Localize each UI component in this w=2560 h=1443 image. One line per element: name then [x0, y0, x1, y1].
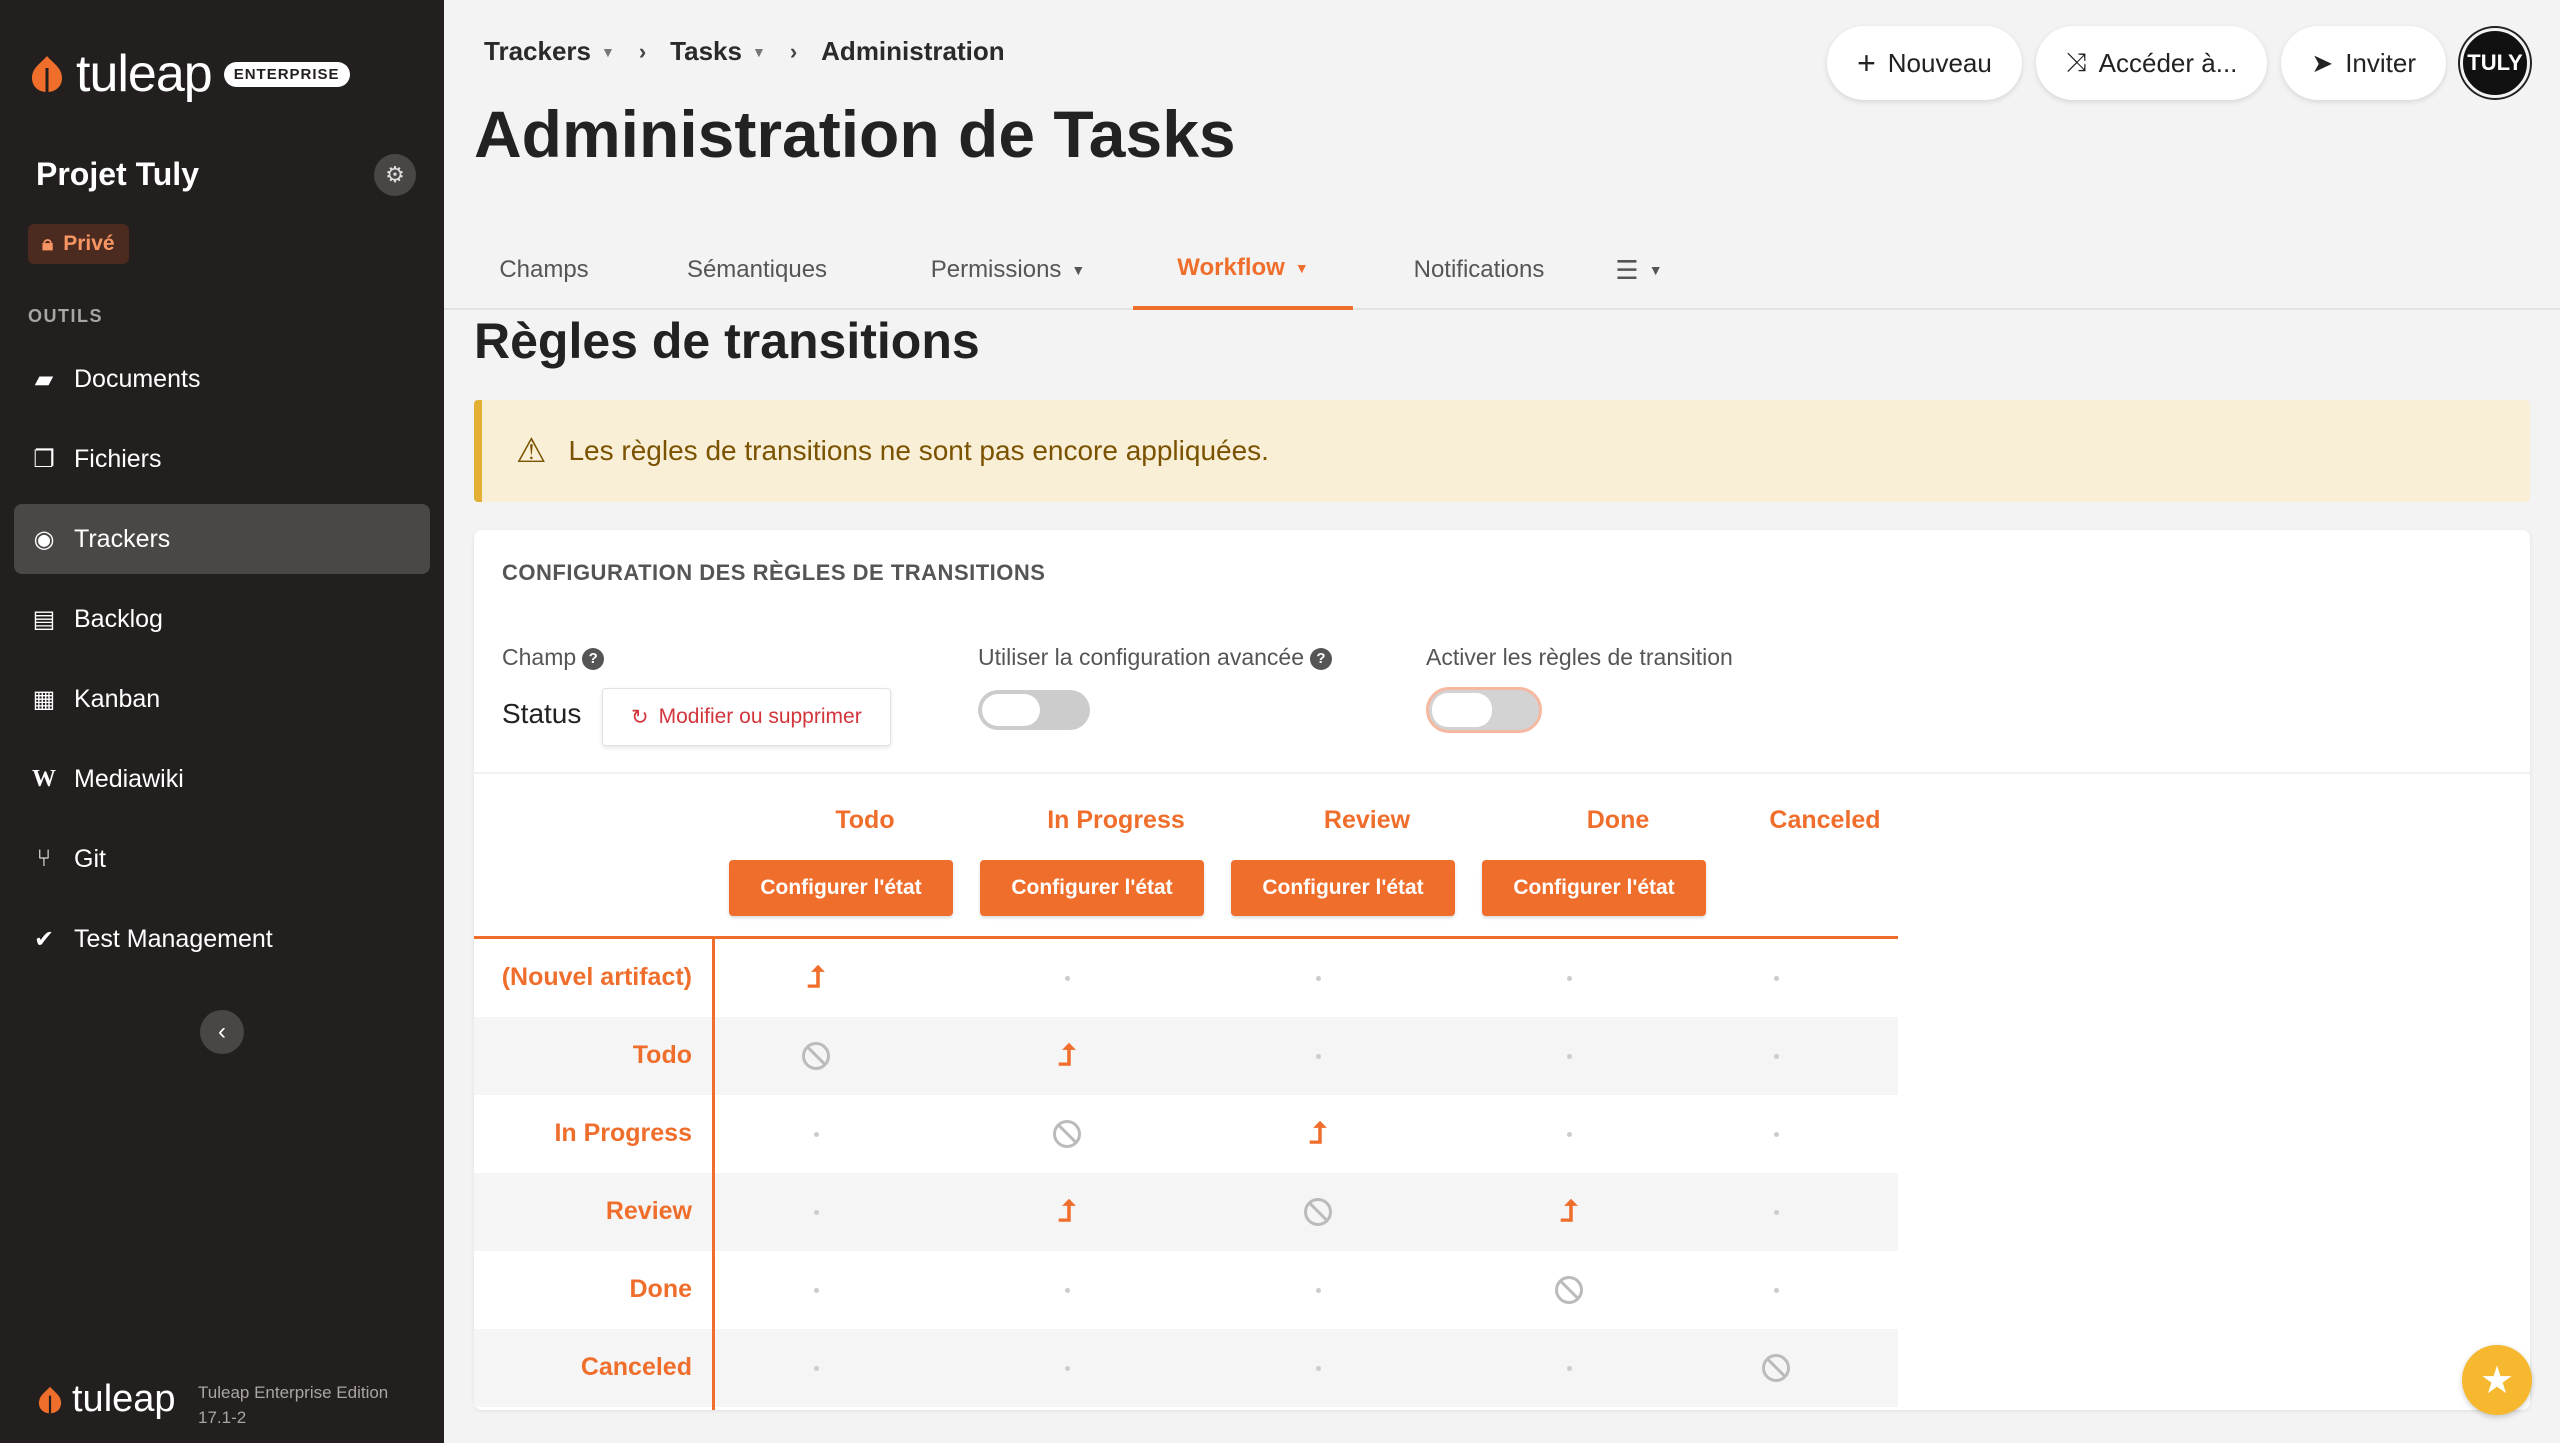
edition-label: Tuleap Enterprise Edition	[198, 1383, 389, 1402]
transition-none-dot-icon[interactable]	[1539, 1017, 1599, 1095]
hamburger-icon: ☰	[1615, 254, 1639, 285]
sidebar-item-label: Fichiers	[74, 444, 162, 473]
admin-tabs	[444, 230, 2560, 310]
invite-button-label: Inviter	[2345, 47, 2416, 78]
lock-icon: 🔒︎	[42, 232, 54, 255]
dot-icon	[1774, 1054, 1779, 1059]
tab-label: Champs	[499, 256, 589, 283]
transition-none-dot-icon[interactable]	[786, 1329, 846, 1407]
enterprise-badge: ENTERPRISE	[224, 62, 350, 87]
matrix-row	[474, 1329, 1898, 1407]
arrow-up-icon: ⮥	[807, 961, 825, 994]
footer-brand-name: tuleap	[72, 1378, 176, 1420]
transition-none-dot-icon[interactable]	[1539, 1095, 1599, 1173]
dot-icon	[1316, 1366, 1321, 1371]
section-title: Règles de transitions	[474, 313, 980, 369]
forbidden-circle-icon	[1304, 1198, 1332, 1226]
dot-icon	[814, 1288, 819, 1293]
activate-rules-label: Activer les règles de transition	[1426, 644, 1733, 670]
transition-none-dot-icon[interactable]	[1288, 939, 1348, 1017]
sidebar-item-label: Git	[74, 844, 106, 873]
transition-none-dot-icon[interactable]	[1539, 1329, 1599, 1407]
transition-none-dot-icon[interactable]	[786, 1251, 846, 1329]
dot-icon	[814, 1210, 819, 1215]
dot-icon	[1316, 1288, 1321, 1293]
card-title: CONFIGURATION DES RÈGLES DE TRANSITIONS	[502, 560, 1046, 585]
transition-none-dot-icon[interactable]	[1037, 939, 1097, 1017]
git-icon: ⑂	[36, 845, 52, 872]
backlog-icon: ▤	[32, 605, 56, 633]
help-icon[interactable]: ?	[582, 648, 604, 670]
tuleap-logo[interactable]	[28, 44, 350, 104]
tab-permissions[interactable]	[898, 230, 1118, 310]
matrix-header-line	[474, 936, 1898, 939]
check-icon: ✔	[33, 925, 55, 953]
transition-none-dot-icon[interactable]	[786, 1173, 846, 1251]
transition-allowed-arrow-icon[interactable]	[1539, 1173, 1599, 1251]
transition-forbidden-icon	[1037, 1095, 1097, 1173]
transition-forbidden-icon	[1746, 1329, 1806, 1407]
transition-none-dot-icon[interactable]	[1746, 1251, 1806, 1329]
sidebar-item-label: Mediawiki	[74, 764, 184, 793]
row-label: Done	[629, 1275, 692, 1303]
caret-down-icon: ▼	[600, 43, 615, 60]
breadcrumb-label: Tasks	[670, 36, 742, 66]
dot-icon	[1774, 1288, 1779, 1293]
forbidden-circle-icon	[1555, 1276, 1583, 1304]
caret-down-icon: ▼	[1071, 262, 1086, 278]
breadcrumb-trackers[interactable]	[484, 36, 615, 67]
tab-label: Workflow	[1177, 254, 1285, 281]
dot-icon	[1065, 976, 1070, 981]
transition-forbidden-icon	[1539, 1251, 1599, 1329]
tab-workflow[interactable]	[1133, 230, 1353, 310]
refresh-icon: ↻	[631, 705, 649, 729]
column-header-in-progress: In Progress	[1047, 806, 1185, 834]
dot-icon	[1774, 1210, 1779, 1215]
kanban-icon: ▦	[32, 685, 56, 713]
forbidden-circle-icon	[1053, 1120, 1081, 1148]
field-label-text: Champ	[502, 644, 577, 670]
row-label: (Nouvel artifact)	[501, 963, 692, 991]
tab-champs[interactable]	[474, 230, 614, 310]
transition-none-dot-icon[interactable]	[1288, 1017, 1348, 1095]
privacy-badge	[28, 224, 129, 264]
column-header-review: Review	[1323, 806, 1411, 834]
warning-alert	[474, 400, 2530, 502]
tab-label: Permissions	[930, 256, 1062, 283]
row-label: In Progress	[554, 1119, 692, 1147]
folder-icon: ▰	[34, 365, 54, 393]
column-header-canceled: Canceled	[1769, 806, 1881, 834]
row-label: Todo	[632, 1041, 692, 1069]
breadcrumb-administration[interactable]	[821, 36, 1004, 67]
configure-state-button-todo[interactable]: Configurer l'état	[729, 860, 953, 916]
sidebar-item-test-management[interactable]	[14, 904, 430, 974]
configure-state-button-done[interactable]: Configurer l'état	[1482, 860, 1706, 916]
page-title: Administration de Tasks	[474, 97, 1236, 171]
top-actions	[1827, 26, 2530, 100]
tuleap-flame-icon	[36, 1385, 64, 1415]
transition-none-dot-icon[interactable]	[1746, 939, 1806, 1017]
configure-state-button-in-progress[interactable]: Configurer l'état	[980, 860, 1204, 916]
transition-allowed-arrow-icon[interactable]	[1037, 1017, 1097, 1095]
goto-button-label: Accéder à...	[2098, 47, 2238, 78]
toggle-knob	[982, 694, 1040, 726]
transition-none-dot-icon[interactable]	[1288, 1329, 1348, 1407]
breadcrumb-label: Administration	[821, 36, 1005, 66]
tab-more-menu[interactable]	[1604, 230, 1674, 310]
advanced-config-label	[978, 644, 1332, 671]
divider	[474, 772, 2530, 774]
alert-text: Les règles de transitions ne sont pas encore appliquées.	[568, 435, 1269, 466]
matrix-row-header-line	[712, 936, 715, 1410]
modify-button-label: Modifier ou supprimer	[658, 705, 862, 728]
column-header-done: Done	[1586, 806, 1650, 834]
plus-icon: +	[1857, 44, 1876, 81]
dot-icon	[1774, 1132, 1779, 1137]
brand-name: tuleap	[76, 45, 212, 103]
dot-icon	[1065, 1366, 1070, 1371]
transition-none-dot-icon[interactable]	[1288, 1251, 1348, 1329]
sidebar-item-label: Trackers	[74, 524, 171, 553]
dot-icon	[814, 1132, 819, 1137]
dot-icon	[1316, 976, 1321, 981]
caret-down-icon: ▼	[1294, 260, 1309, 276]
caret-down-icon: ▼	[751, 43, 766, 60]
shuffle-icon: ⤨	[2065, 47, 2087, 77]
new-button-label: Nouveau	[1887, 47, 1992, 78]
arrow-up-icon: ⮥	[1058, 1195, 1076, 1228]
transition-allowed-arrow-icon[interactable]	[1037, 1173, 1097, 1251]
column-header-todo: Todo	[835, 806, 895, 834]
toggle-knob	[1432, 693, 1492, 727]
dot-icon	[1774, 976, 1779, 981]
activate-rules-toggle[interactable]	[1426, 687, 1542, 733]
sidebar	[0, 0, 444, 1443]
sidebar-item-label: Kanban	[74, 684, 161, 713]
tab-label: Sémantiques	[686, 256, 828, 283]
transition-none-dot-icon[interactable]	[1746, 1017, 1806, 1095]
sidebar-item-mediawiki[interactable]	[14, 744, 430, 814]
advanced-config-text: Utiliser la configuration avancée	[978, 644, 1305, 670]
transition-none-dot-icon[interactable]	[1746, 1095, 1806, 1173]
footer-logo	[36, 1378, 176, 1421]
tab-label: Notifications	[1413, 256, 1545, 283]
transition-allowed-arrow-icon[interactable]	[1288, 1095, 1348, 1173]
help-icon[interactable]: ?	[1310, 648, 1332, 670]
transition-allowed-arrow-icon[interactable]	[786, 939, 846, 1017]
matrix-row	[474, 1017, 1898, 1095]
forbidden-circle-icon	[802, 1042, 830, 1070]
row-label: Review	[605, 1197, 692, 1225]
sidebar-nav	[14, 344, 430, 984]
breadcrumb-label: Trackers	[484, 36, 591, 66]
advanced-config-toggle[interactable]	[978, 690, 1090, 730]
dot-icon	[1065, 1288, 1070, 1293]
paper-plane-icon: ➤	[2311, 47, 2334, 78]
dot-icon	[1567, 1366, 1572, 1371]
matrix-row	[474, 1095, 1898, 1173]
transition-forbidden-icon	[1288, 1173, 1348, 1251]
version-label: 17.1-2	[198, 1408, 247, 1427]
matrix-row	[474, 1251, 1898, 1329]
matrix-row	[474, 1173, 1898, 1251]
sidebar-item-label: Test Management	[74, 924, 273, 953]
transition-none-dot-icon[interactable]	[1037, 1329, 1097, 1407]
modify-or-delete-button[interactable]	[602, 688, 891, 746]
sidebar-item-kanban[interactable]	[14, 664, 430, 734]
files-icon: ❐	[33, 445, 55, 473]
tracker-icon: ◉	[33, 525, 55, 553]
project-settings-gear-icon[interactable]: ⚙	[374, 154, 416, 196]
dot-icon	[1316, 1054, 1321, 1059]
arrow-up-icon: ⮥	[1309, 1117, 1327, 1150]
transition-forbidden-icon	[786, 1017, 846, 1095]
wiki-icon: W	[32, 765, 56, 792]
dot-icon	[1567, 1054, 1572, 1059]
transition-none-dot-icon[interactable]	[1746, 1173, 1806, 1251]
star-favorite-icon[interactable]: ★	[2462, 1345, 2532, 1415]
dot-icon	[814, 1366, 819, 1371]
sidebar-item-git[interactable]	[14, 824, 430, 894]
matrix-row	[474, 939, 1898, 1017]
sidebar-item-trackers[interactable]	[14, 504, 430, 574]
sidebar-item-label: Documents	[74, 364, 201, 393]
breadcrumb	[484, 36, 1005, 67]
sidebar-item-label: Backlog	[74, 604, 163, 633]
arrow-up-icon: ⮥	[1560, 1195, 1578, 1228]
tab-semantiques[interactable]	[662, 230, 852, 310]
goto-button[interactable]	[2036, 26, 2268, 100]
transition-config-card	[474, 530, 2530, 1410]
project-name[interactable]: Projet Tuly	[36, 156, 199, 192]
chevron-right-icon: ›	[789, 38, 798, 64]
dot-icon	[1567, 976, 1572, 981]
tools-section-label: OUTILS	[28, 306, 103, 326]
configure-state-button-review[interactable]: Configurer l'état	[1231, 860, 1455, 916]
transition-none-dot-icon[interactable]	[786, 1095, 846, 1173]
new-button[interactable]	[1827, 26, 2022, 100]
forbidden-circle-icon	[1762, 1354, 1790, 1382]
caret-down-icon: ▼	[1648, 262, 1663, 278]
invite-button[interactable]	[2281, 26, 2446, 100]
field-label	[502, 644, 604, 671]
sidebar-item-backlog[interactable]	[14, 584, 430, 654]
chevron-right-icon: ›	[638, 38, 647, 64]
collapse-sidebar-chevron-left-icon[interactable]: ‹	[200, 1010, 244, 1054]
field-value: Status	[502, 698, 582, 729]
transition-none-dot-icon[interactable]	[1539, 939, 1599, 1017]
privacy-label: Privé	[63, 232, 115, 255]
breadcrumb-tasks[interactable]	[670, 36, 766, 67]
transition-none-dot-icon[interactable]	[1037, 1251, 1097, 1329]
sidebar-item-fichiers[interactable]	[14, 424, 430, 494]
footer-edition	[198, 1380, 388, 1430]
dot-icon	[1567, 1132, 1572, 1137]
arrow-up-icon: ⮥	[1058, 1039, 1076, 1072]
main-content	[444, 0, 2560, 1443]
row-label: Canceled	[580, 1353, 692, 1381]
tab-notifications[interactable]	[1384, 230, 1574, 310]
sidebar-item-documents[interactable]	[14, 344, 430, 414]
user-avatar[interactable]: TULY	[2460, 28, 2530, 98]
tuleap-flame-icon	[28, 54, 66, 94]
warning-triangle-icon: ⚠	[516, 432, 547, 470]
